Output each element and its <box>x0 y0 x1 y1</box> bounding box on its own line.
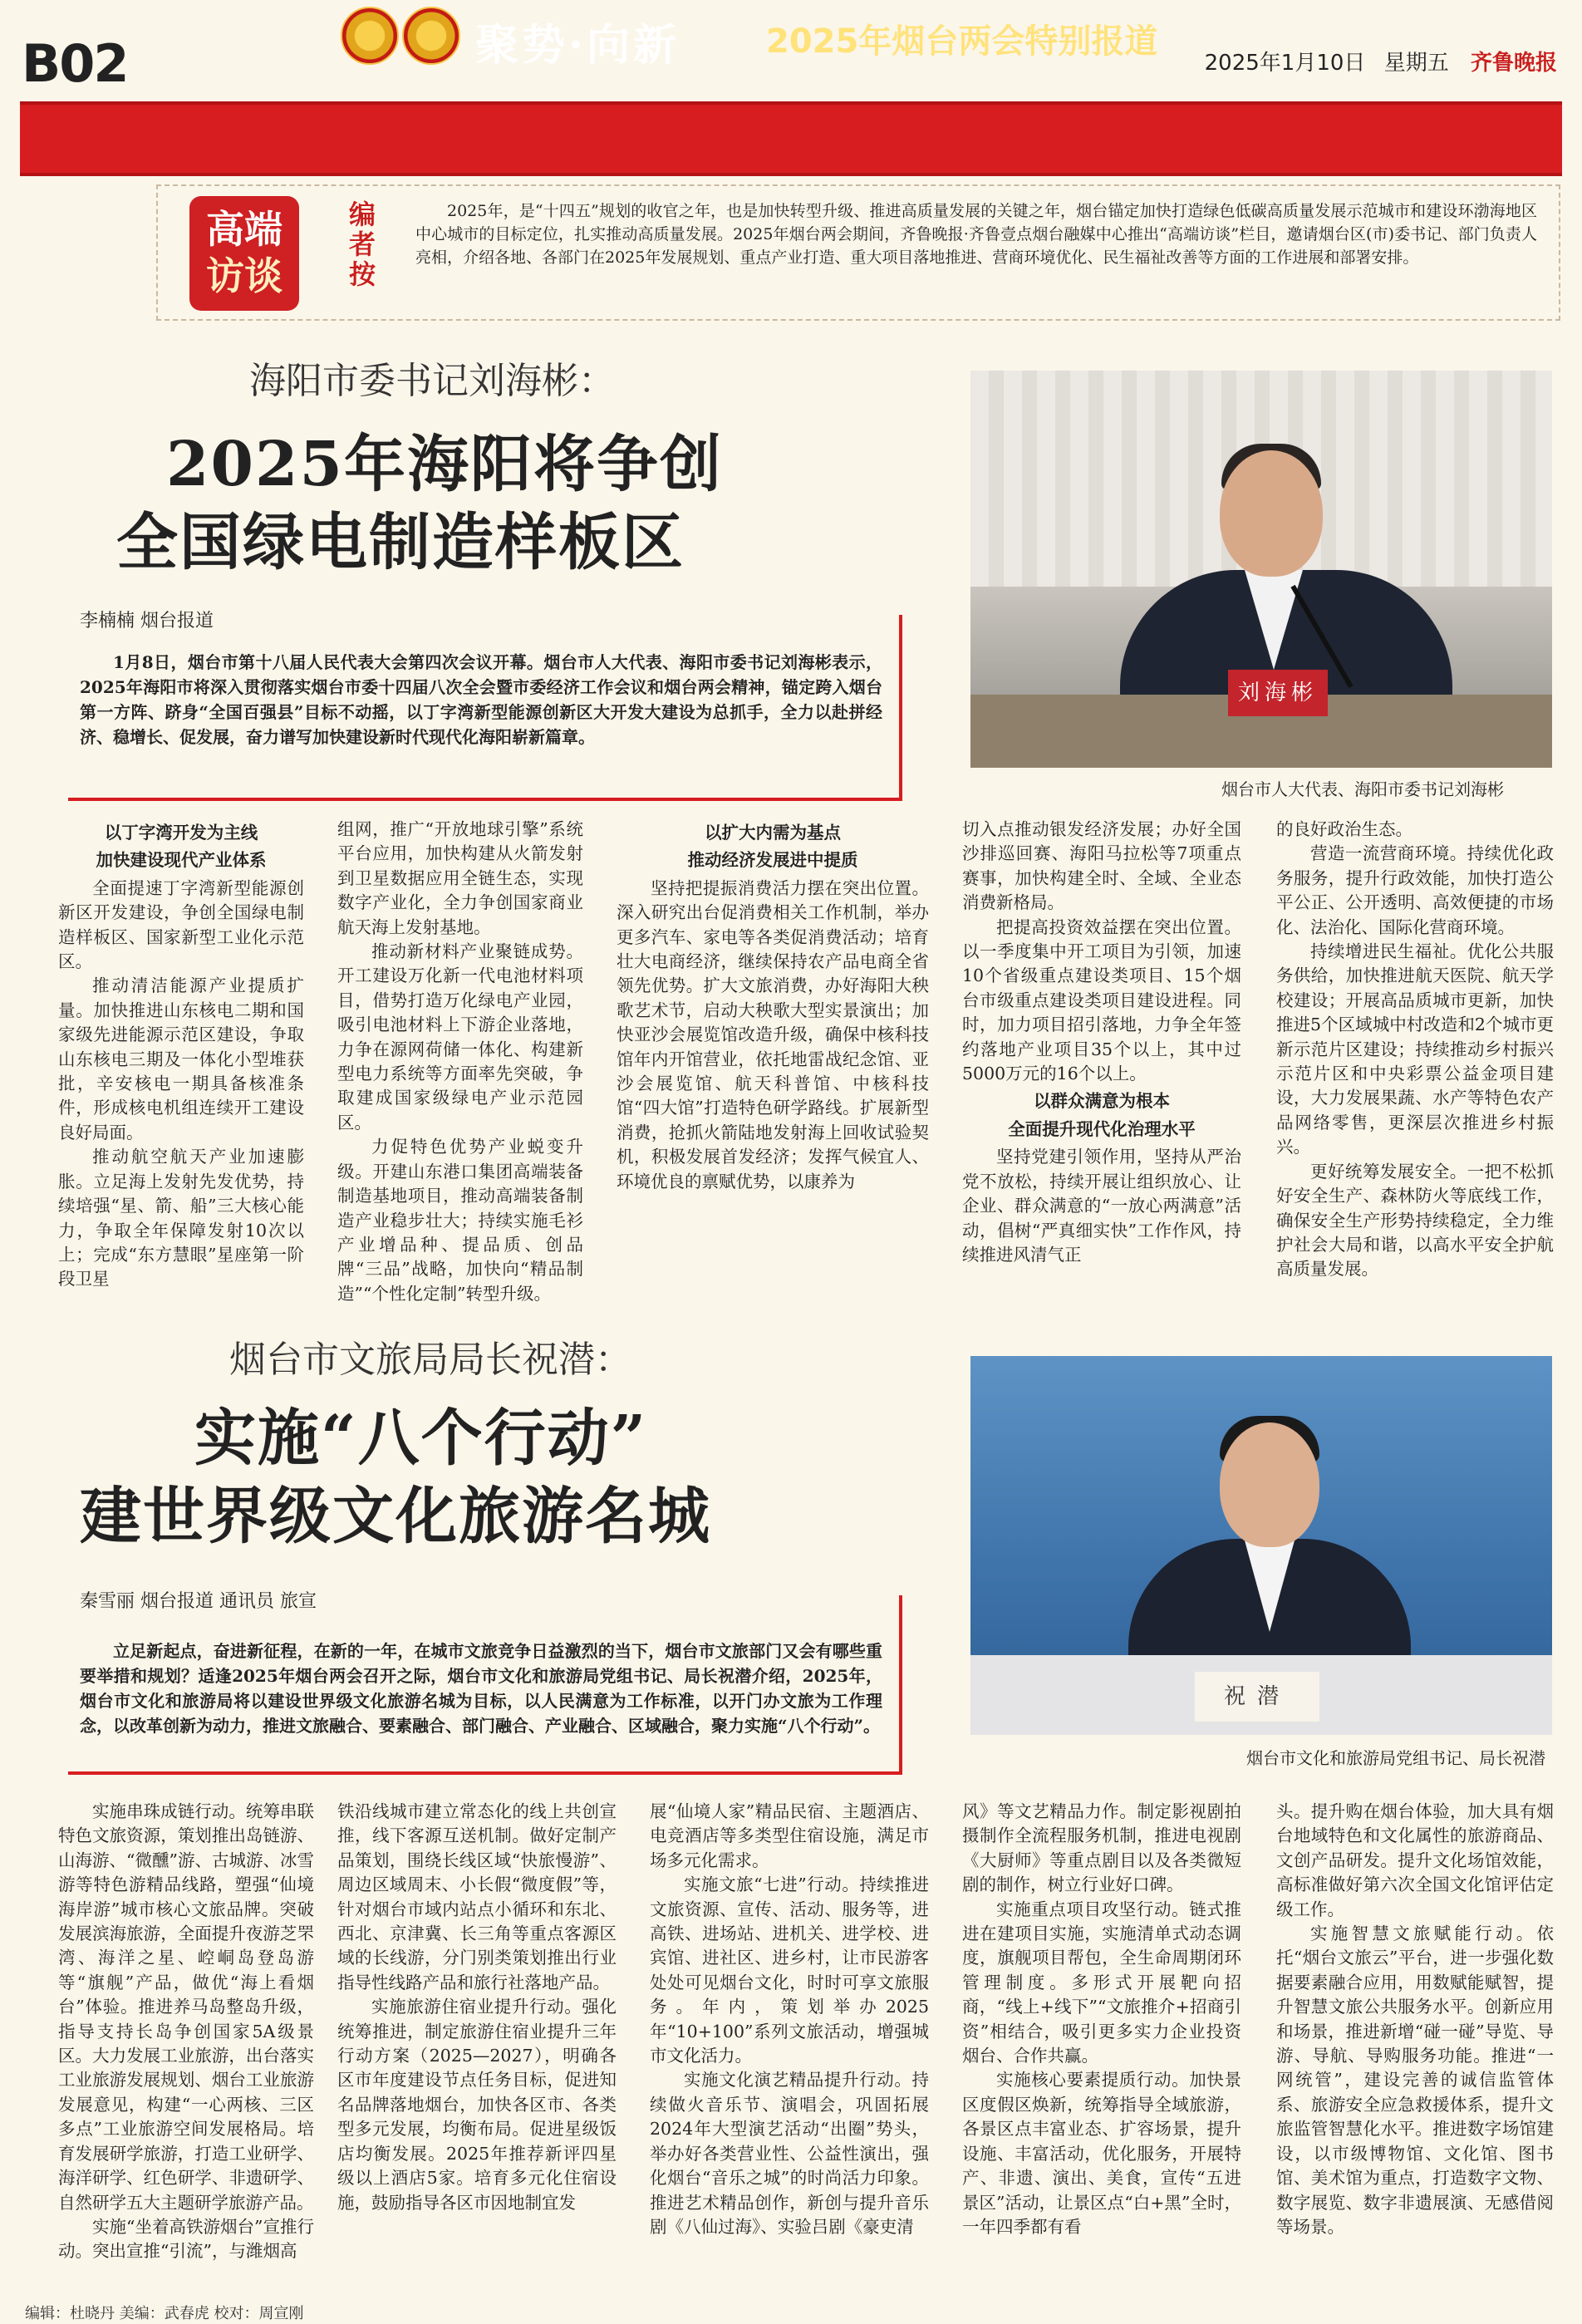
issue-date: 2025年1月10日 <box>1204 51 1366 76</box>
article2-lead: 立足新起点，奋进新征程，在新的一年，在城市文旅竞争日益激烈的当下，烟台市文旅部门又会有哪些重要举措和规划？适逢2025年烟台两会召开之际，烟台市文化和旅游局党组书记、局长祝潜介绍，2025年，烟台市文化和旅游局将以建设世界级文化旅游名城为目标，以人民满意为工作标准，以开门办文旅为工作理念，以改革创新为动力，推进文旅融合、要素融合、部门融合、产业融合、区域融合，聚力实施“八个行动”。 <box>80 1641 882 1736</box>
paragraph: 坚持把提振消费活力摆在突出位置。深入研究出台促消费相关工作机制，举办更多汽车、家电等各类促消费活动；培育壮大电商经济，继续保持农产品电商全省领先优势。扩大文旅消费，办好海阳大秧歌艺术节，启动大秧歌大型实景演出；加快亚沙会展览馆改造升级，确保中核科技馆年内开馆营业，依托地雷战纪念馆、亚沙会展览馆、航天科普馆、中核科技馆“四大馆”打造特色研学路线。扩展新型消费，抢抓火箭陆地发射海上回收试验契机，积极发展首发经济；发挥气候宜人、环境优良的禀赋优势，以康养为 <box>617 877 929 1191</box>
paragraph-continued: 风》等文艺精品力作。制定影视剧拍摄制作全流程服务机制，推进电视剧《大厨师》等重点剧目以及各类微短剧的制作，树立行业好口碑。 <box>962 1801 1241 1895</box>
banner-title: 聚势·向新 <box>475 20 680 71</box>
page-number: B02 <box>22 33 128 94</box>
article2-column-3 <box>650 1800 929 2239</box>
article2-title-line1: 实施“八个行动” <box>194 1403 648 1474</box>
paragraph: 实施串珠成链行动。统筹串联特色文旅资源，策划推出岛链游、山海游、“微醺”游、古城游、冰雪游等特色游精品线路，塑强“仙境海岸游”城市核心文旅品牌。突破发展滨海旅游，全面提升夜游芝罘湾、海洋之星、崆峒岛登岛游等“旗舰”产品，做优“海上看烟台”体验。推进养马岛整岛升级，指导支持长岛争创国家5A级景区。大力发展工业旅游，出台落实工业旅游发展规划、烟台工业旅游发展意见，构建“一心两核、三区多点”工业旅游空间发展格局。培育发展研学旅游，打造工业研学、海洋研学、红色研学、非遗研学、自然研学五大主题研学旅游产品。 <box>58 1801 314 2213</box>
article1-title-line1: 2025年海阳将争创 <box>166 429 723 500</box>
paragraph-continued: 的良好政治生态。 <box>1276 819 1412 839</box>
paragraph: 全面提速丁字湾新型能源创新区开发建设，争创全国绿电制造样板区、国家新型工业化示范区。 <box>58 877 304 972</box>
article2-column-2 <box>337 1800 617 2215</box>
article2-pretitle: 烟台市文旅局局长祝潜： <box>229 1339 631 1381</box>
article1-byline: 李楠楠 烟台报道 <box>80 607 219 632</box>
section-subhead: 全面提升现代化治理水平 <box>1008 1118 1196 1139</box>
section-subhead: 以扩大内需为基点 <box>705 823 841 843</box>
paragraph: 持续增进民生福祉。优化公共服务供给，加快推进航天医院、航天学校建设；开展高品质城市更新，加快推进5个区域城中村改造和2个城市更新示范片区建设；持续推动乡村振兴示范片区和中央彩票公益金项目建设，大力发展果蔬、水产等特色农产品网络零售，更深层次推进乡村振兴。 <box>1276 941 1554 1157</box>
banner-subtitle: 2025年烟台两会特别报道 <box>766 22 1158 61</box>
section-subhead: 加快建设现代产业体系 <box>96 850 267 871</box>
article2-column-4 <box>962 1800 1241 2239</box>
article2-photo <box>970 1356 1552 1735</box>
article2-column-5 <box>1276 1800 1554 2239</box>
article1-column-1 <box>58 818 304 1292</box>
paragraph-continued: 头。提升购在烟台体验，加大具有烟台地域特色和文化属性的旅游商品、文创产品研发。提升文化场馆效能，高标准做好第六次全国文化馆评估定级工作。 <box>1276 1801 1554 1919</box>
paragraph: 推动新材料产业聚链成势。开工建设万化新一代电池材料项目，借势打造万化绿电产业园，吸引电池材料上下游企业落地，力争在源网荷储一体化、构建新型电力系统等方面率先突破，争取建成国家级绿电产业示范园区。 <box>337 941 583 1133</box>
article2-byline: 秦雪丽 烟台报道 通讯员 旅宣 <box>80 1587 322 1613</box>
paragraph: 力促特色优势产业蜕变升级。开建山东港口集团高端装备制造基地项目，推动高端装备制造产业稳步壮大；持续实施毛衫产业增品种、提品质、创品牌“三品”战略，加快向“精品制造”“个性化定制”转型升级。 <box>337 1137 583 1304</box>
article1-photo-nameplate: 刘海彬 <box>1228 670 1328 716</box>
newspaper-name: 齐鲁晚报 <box>1470 51 1557 76</box>
paragraph: 实施文化演艺精品提升行动。持续做火音乐节、演唱会，巩固拓展2024年大型演艺活动“出圈”势头，举办好各类营业性、公益性演出，强化烟台“音乐之城”的时尚活力印象。推进艺术精品创作，新创与提升音乐剧《八仙过海》、实验吕剧《豪吏清 <box>650 2070 929 2237</box>
article1-title-line2: 全国绿电制造样板区 <box>116 507 685 578</box>
article1-column-2 <box>337 818 583 1306</box>
paragraph: 把提高投资效益摆在突出位置。以一季度集中开工项目为引领，加速10个省级重点建设类项目、15个烟台市级重点建设类项目建设进程。同时，加力项目招引落地，力争全年签约落地产业项目35个以上，其中过5000万元的16个以上。 <box>962 916 1241 1084</box>
editor-note-text: 2025年，是“十四五”规划的收官之年，也是加快转型升级、推进高质量发展的关键之年，烟台锚定加快打造绿色低碳高质量发展示范城市和建设环渤海地区中心城市的目标定位，扎实推动高质量发展。2025年烟台两会期间，齐鲁晚报·齐鲁壹点烟台融媒中心推出“高端访谈”栏目，邀请烟台区(市)委书记、部门负责人亮相，介绍各地、各部门在2025年发展规划、重点产业打造、重大项目落地推进、营商环境优化、民生福祉改善等方面的工作进展和部署安排。 <box>415 202 1537 267</box>
section-subhead: 以群众满意为根本 <box>1034 1091 1170 1112</box>
paragraph: 实施旅游住宿业提升行动。强化统筹推进，制定旅游住宿业提升三年行动方案（2025—2027），明确各区市年度建设节点任务目标，促进知名品牌落地烟台，加快各区市、各类型多元发展，均衡布局。促进星级饭店均衡发展。2025年推荐新评四星级以上酒店5家。培育多元化住宿设施，鼓励指导各区市因地制宜发 <box>337 1997 617 2213</box>
date-line <box>1205 46 1557 76</box>
weekday: 星期五 <box>1383 51 1449 76</box>
section-subhead: 以丁字湾开发为主线 <box>104 823 258 843</box>
article1-column-4 <box>962 818 1241 1267</box>
paragraph-continued: 切入点推动银发经济发展；办好全国沙排巡回赛、海阳马拉松等7项重点赛事，加快构建全时、全域、全业态消费新格局。 <box>962 819 1241 913</box>
paragraph: 坚持党建引领作用，坚持从严治党不放松，持续开展让组织放心、让企业、群众满意的“一放心两满意”活动，倡树“严真细实快”工作作风，持续推进风清气正 <box>962 1147 1241 1265</box>
paragraph: 实施重点项目攻坚行动。链式推进在建项目实施，实施清单式动态调度，旗舰项目帮包，全生命周期闭环管理制度。多形式开展靶向招商，“线上+线下”“文旅推介+招商引资”相结合，吸引更多实力企业投资烟台、合作共赢。 <box>962 1899 1241 2066</box>
article1-column-5 <box>1276 818 1554 1282</box>
article2-column-1 <box>58 1800 314 2264</box>
paragraph: 实施智慧文旅赋能行动。依托“烟台文旅云”平台，进一步强化数据要素融合应用，用数赋能赋智，提升智慧文旅公共服务水平。创新应用和场景，推进新增“碰一碰”导览、导游、导航、导购服务功能。推进“一网统管”，建设完善的诚信监管体系、旅游安全应急救援体系，提升文旅监管智慧化水平。推进数字场馆建设，以市级博物馆、文化馆、图书馆、美术馆为重点，打造数字文物、数字展览、数字非遗展演、无感借阅等场景。 <box>1276 1924 1554 2237</box>
national-emblem-icon <box>341 7 399 65</box>
article2-title-line2: 建世界级文化旅游名城 <box>80 1481 711 1552</box>
paragraph: 实施“坐着高铁游烟台”宣推行动。突出宣推“引流”，与潍烟高 <box>58 2216 314 2262</box>
paragraph-continued: 展“仙境人家”精品民宿、主题酒店、电竞酒店等多类型住宿设施，满足市场多元化需求。 <box>650 1801 929 1870</box>
cppcc-emblem-icon <box>402 7 460 65</box>
paragraph: 营造一流营商环境。持续优化政务服务，提升行政效能，加快打造公平公正、公开透明、高效便捷的市场化、法治化、国际化营商环境。 <box>1276 843 1554 937</box>
article1-pretitle: 海阳市委书记刘海彬： <box>249 360 615 402</box>
editor-note-label: 编者按 <box>349 199 376 290</box>
paragraph: 推动清洁能源产业提质扩量。加快推进山东核电二期和国家级先进能源示范区建设，争取山东核电三期及一体化小型堆获批，辛安核电一期具备核准条件，形成核电机组连续开工建设良好局面。 <box>58 975 304 1142</box>
paragraph-continued: 组网，推广“开放地球引擎”系统平台应用，加快构建从火箭发射到卫星数据应用全链生态，实现数字产业化，全力争创国家商业航天海上发射基地。 <box>337 819 583 937</box>
paragraph-continued: 铁沿线城市建立常态化的线上共创宣推，线下客源互送机制。做好定制产品策划，围绕长线区域“快旅慢游”、周边区域周末、小长假“微度假”等，针对烟台市域内站点小循环和东北、西北、京津冀、长三角等重点客源区域的长线游，分门别类策划推出行业指导性线路产品和旅行社落地产品。 <box>337 1801 617 1992</box>
paragraph: 实施核心要素提质行动。加快景区度假区焕新，统筹指导全域旅游，各景区点丰富业态、扩容场景，提升设施、丰富活动，优化服务，开展特产、非遗、演出、美食，宣传“五进景区”活动，让景区点“白+黑”全时，一年四季都有看 <box>962 2070 1241 2237</box>
article1-photo <box>970 371 1552 768</box>
column-badge-line1: 高端 <box>206 207 282 252</box>
article1-lead: 1月8日，烟台市第十八届人民代表大会第四次会议开幕。烟台市人大代表、海阳市委书记刘海彬表示，2025年海阳市将深入贯彻落实烟台市委十四届八次全会暨市委经济工作会议和烟台两会精神，锚定跨入烟台第一方阵、跻身“全国百强县”目标不动摇，以丁字湾新型能源创新区大开发大建设为总抓手，全力以赴拼经济、稳增长、促发展，奋力谱写加快建设新时代现代化海阳崭新篇章。 <box>80 652 882 747</box>
paragraph: 实施文旅“七进”行动。持续推进文旅资源、宣传、活动、服务等，进高铁、进场站、进机关、进学校、进宾馆、进社区、进乡村，让市民游客处处可见烟台文化，时时可享文旅服务。年内，策划举办2025年“10+100”系列文旅活动，增强城市文化活力。 <box>650 1874 929 2066</box>
article1-photo-caption: 烟台市人大代表、海阳市委书记刘海彬 <box>1221 779 1504 799</box>
column-badge <box>189 196 299 311</box>
page-footer: 编辑：杜晓丹 美编：武春虎 校对：周宣刚 <box>25 2305 304 2322</box>
paragraph: 推动航空航天产业加速膨胀。立足海上发射先发优势，持续培强“星、箭、船”三大核心能力，争取全年保障发射10次以上；完成“东方慧眼”星座第一阶段卫星 <box>58 1147 304 1290</box>
section-subhead: 推动经济发展进中提质 <box>687 850 858 871</box>
column-badge-line2: 访谈 <box>206 253 282 298</box>
paragraph: 更好统筹发展安全。一把不松抓好安全生产、森林防火等底线工作，确保安全生产形势持续稳定，全力维护社会大局和谐，以高水平安全护航高质量发展。 <box>1276 1161 1554 1280</box>
article1-column-3 <box>617 818 929 1194</box>
article2-photo-caption: 烟台市文化和旅游局党组书记、局长祝潜 <box>1246 1748 1545 1768</box>
article2-photo-nameplate: 祝潜 <box>1195 1672 1319 1722</box>
special-report-banner <box>20 101 1562 176</box>
